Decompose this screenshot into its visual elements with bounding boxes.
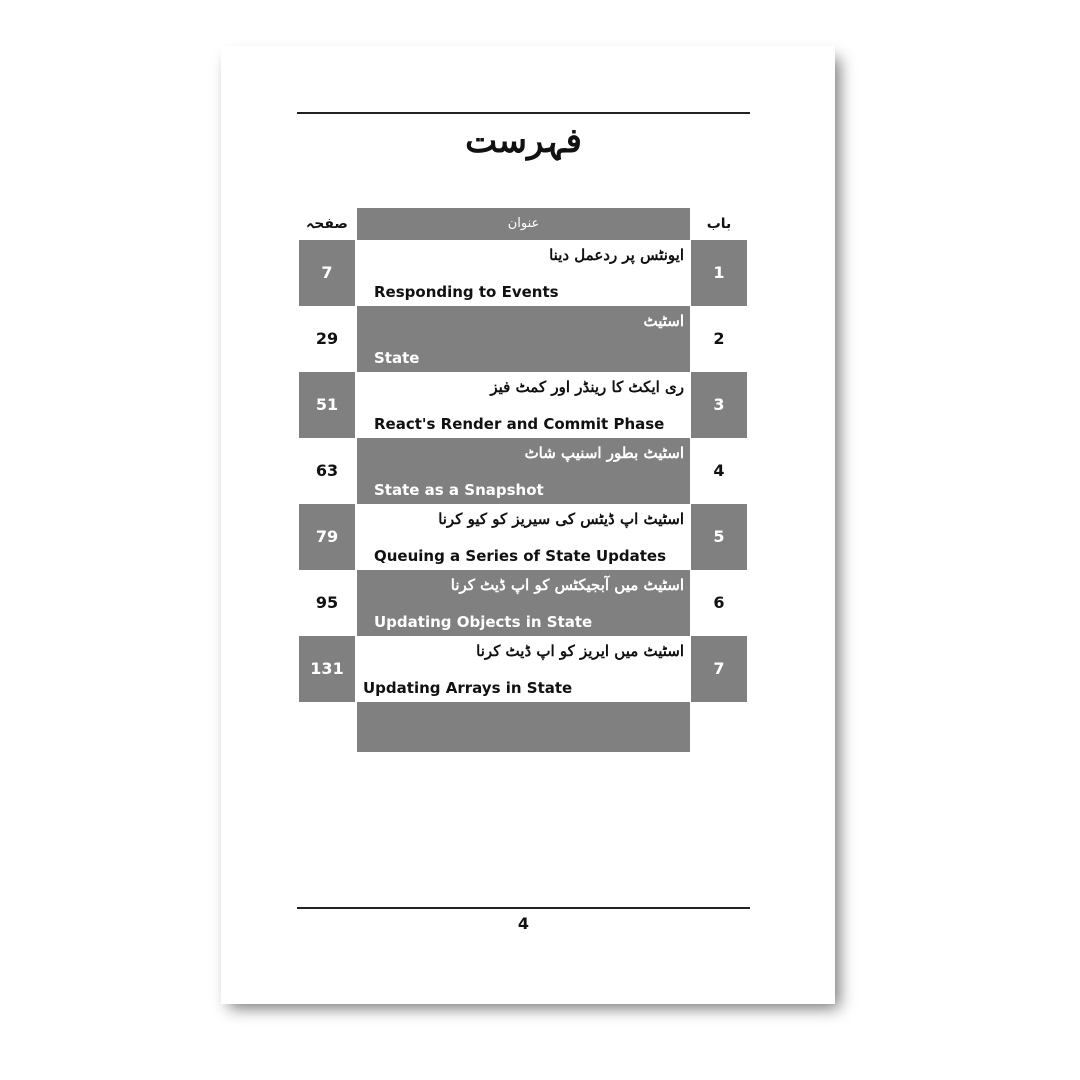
toc-page-number: 7 bbox=[299, 240, 355, 306]
toc-english-title: State as a Snapshot bbox=[374, 481, 544, 499]
toc-row bbox=[299, 240, 747, 306]
toc-urdu-title: ری ایکٹ کا رینڈر اور کمٹ فیز bbox=[490, 378, 684, 396]
toc-english-title: Updating Arrays in State bbox=[363, 679, 573, 697]
toc-english-title: React's Render and Commit Phase bbox=[374, 415, 665, 433]
top-rule bbox=[297, 112, 750, 114]
toc-row bbox=[299, 372, 747, 438]
toc-english-title: Updating Objects in State bbox=[374, 613, 593, 631]
bottom-rule bbox=[297, 907, 750, 909]
toc-page-number: 51 bbox=[299, 372, 355, 438]
toc-row bbox=[299, 438, 747, 504]
toc-chapter-number: 6 bbox=[691, 570, 747, 636]
toc-chapter-number: 2 bbox=[691, 306, 747, 372]
toc-english-title: Responding to Events bbox=[374, 283, 559, 301]
header-title: عنوان bbox=[357, 208, 690, 240]
toc-chapter-number: 3 bbox=[691, 372, 747, 438]
toc-urdu-title: اسٹیٹ میں آبجیکٹس کو اپ ڈیٹ کرنا bbox=[450, 576, 684, 594]
toc-table bbox=[299, 240, 747, 702]
toc-row bbox=[299, 636, 747, 702]
book-page bbox=[221, 46, 835, 1004]
toc-title-cell bbox=[357, 240, 690, 306]
toc-chapter-number: 7 bbox=[691, 636, 747, 702]
toc-page-number: 95 bbox=[299, 570, 355, 636]
toc-page-number: 131 bbox=[299, 636, 355, 702]
header-page-number: صفحہ bbox=[306, 216, 348, 232]
toc-title-cell bbox=[357, 570, 690, 636]
toc-title-cell bbox=[357, 636, 690, 702]
toc-urdu-title: ایونٹس پر ردعمل دینا bbox=[549, 246, 684, 264]
toc-chapter-number: 4 bbox=[691, 438, 747, 504]
toc-english-title: Queuing a Series of State Updates bbox=[374, 547, 667, 565]
toc-urdu-title: اسٹیٹ اپ ڈیٹس کی سیریز کو کیو کرنا bbox=[438, 510, 684, 528]
toc-title-cell bbox=[357, 438, 690, 504]
toc-row bbox=[299, 306, 747, 372]
toc-title-cell bbox=[357, 372, 690, 438]
toc-page-number: 79 bbox=[299, 504, 355, 570]
table-footer-block bbox=[357, 702, 690, 752]
toc-row bbox=[299, 570, 747, 636]
toc-title-cell bbox=[357, 306, 690, 372]
toc-english-title: State bbox=[374, 349, 420, 367]
toc-page-number: 63 bbox=[299, 438, 355, 504]
header-chapter-number: باب bbox=[706, 216, 732, 232]
toc-chapter-number: 1 bbox=[691, 240, 747, 306]
toc-urdu-title: اسٹیٹ میں ایریز کو اپ ڈیٹ کرنا bbox=[476, 642, 684, 660]
toc-chapter-number: 5 bbox=[691, 504, 747, 570]
toc-urdu-title: اسٹیٹ bbox=[643, 312, 684, 330]
page-title: فہرست bbox=[465, 121, 582, 161]
toc-title-cell bbox=[357, 504, 690, 570]
toc-urdu-title: اسٹیٹ بطور اسنیپ شاٹ bbox=[524, 444, 684, 462]
page-number: 4 bbox=[517, 914, 530, 933]
toc-page-number: 29 bbox=[299, 306, 355, 372]
toc-row bbox=[299, 504, 747, 570]
